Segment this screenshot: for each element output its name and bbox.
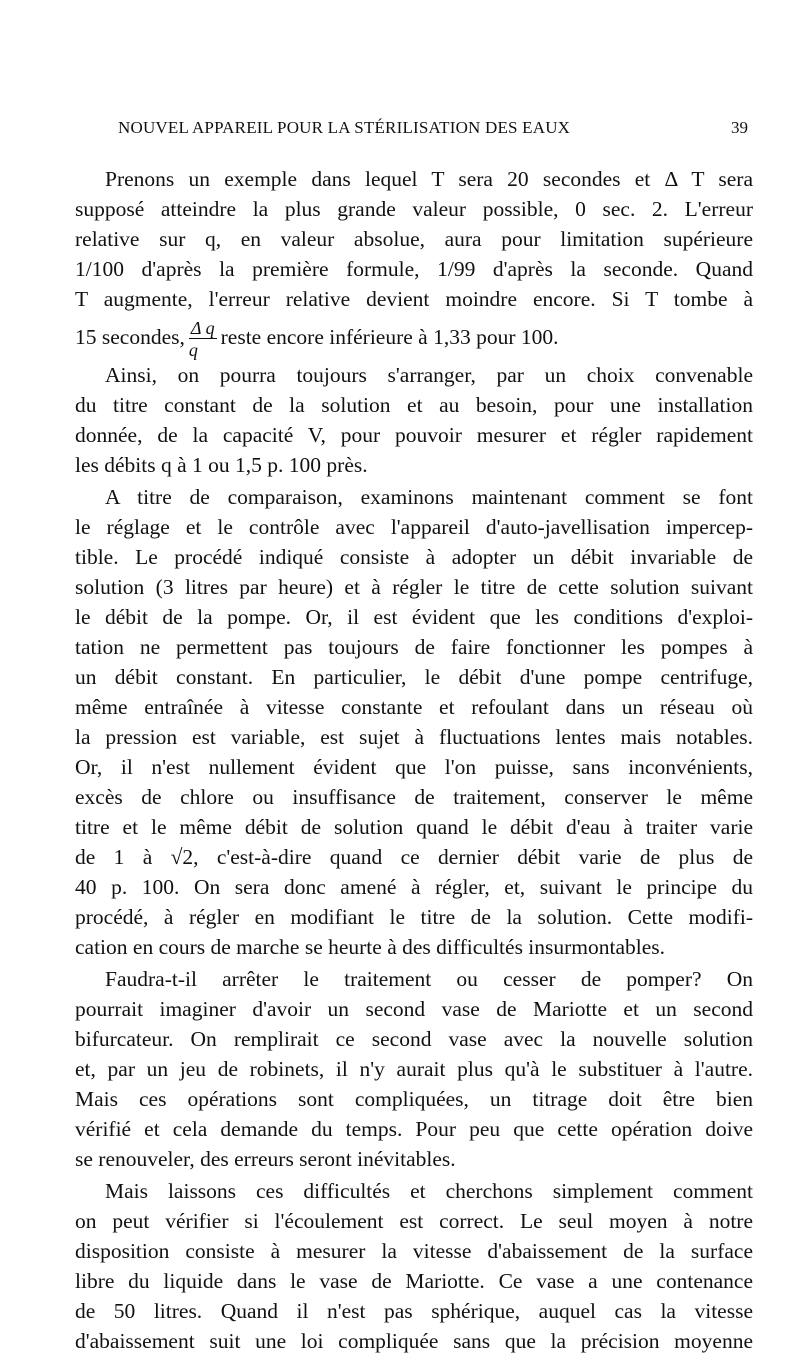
fraction-numerator: Δ q — [190, 318, 215, 339]
formula-line — [75, 315, 753, 359]
formula-prefix: 15 secondes, — [75, 325, 185, 349]
text-line: vérifié et cela demande du temps. Pour peu que cette opération doive — [75, 1117, 753, 1141]
text-line: A titre de comparaison, examinons maintenant comment se font — [105, 485, 753, 509]
text-line: Ainsi, on pourra toujours s'arranger, par un choix convenable — [105, 363, 753, 387]
text-line: cation en cours de marche se heurte à des difficultés insurmontables. — [75, 935, 666, 959]
text-line: pourrait imaginer d'avoir un second vase de Mariotte et un second — [75, 997, 753, 1021]
text-line: de 1 à √2, c'est-à-dire quand ce dernier débit varie de plus de — [75, 845, 753, 869]
text-line: de 50 litres. Quand il n'est pas sphérique, auquel cas la vitesse — [75, 1299, 753, 1323]
text-line: procédé, à régler en modifiant le titre de la solution. Cette modifi- — [75, 905, 753, 929]
text-line: Faudra-t-il arrêter le traitement ou cesser de pomper? On — [105, 967, 753, 991]
fraction — [189, 319, 217, 359]
text-line: et, par un jeu de robinets, il n'y aurait plus qu'à le substituer à l'autre. — [75, 1057, 753, 1081]
text-line: d'abaissement suit une loi compliquée sans que la précision moyenne — [75, 1329, 753, 1353]
text-line: Prenons un exemple dans lequel T sera 20 secondes et Δ T sera — [105, 167, 753, 191]
text-line: 40 p. 100. On sera donc amené à régler, et, suivant le principe du — [75, 875, 753, 899]
text-line: relative sur q, en valeur absolue, aura pour limitation supérieure — [75, 227, 753, 251]
text-line: un débit constant. En particulier, le débit d'une pompe centrifuge, — [75, 665, 753, 689]
text-line: 1/100 d'après la première formule, 1/99 d'après la seconde. Quand — [75, 257, 753, 281]
page-header — [118, 118, 748, 144]
text-line: T augmente, l'erreur relative devient moindre encore. Si T tombe à — [75, 287, 753, 311]
text-line: le débit de la pompe. Or, il est évident que les conditions d'exploi- — [75, 605, 753, 629]
text-line: excès de chlore ou insuffisance de traitement, conserver le même — [75, 785, 753, 809]
text-line: tible. Le procédé indiqué consiste à adopter un débit invariable de — [75, 545, 753, 569]
text-line: disposition consiste à mesurer la vitesse d'abaissement de la surface — [75, 1239, 753, 1263]
text-line: la pression est variable, est sujet à fluctuations lentes mais notables. — [75, 725, 753, 749]
text-line: Mais ces opérations sont compliquées, un titrage doit être bien — [75, 1087, 753, 1111]
fraction-denominator: q — [188, 340, 198, 361]
running-title: NOUVEL APPAREIL POUR LA STÉRILISATION DES EAUX — [118, 118, 571, 137]
text-line: même entraînée à vitesse constante et refoulant dans un réseau où — [75, 695, 753, 719]
text-line: Or, il n'est nullement évident que l'on puisse, sans inconvénients, — [75, 755, 753, 779]
text-line: bifurcateur. On remplirait ce second vase avec la nouvelle solution — [75, 1027, 753, 1051]
text-line: du titre constant de la solution et au besoin, pour une installation — [75, 393, 753, 417]
text-line: on peut vérifier si l'écoulement est correct. Le seul moyen à notre — [75, 1209, 753, 1233]
text-line: libre du liquide dans le vase de Mariotte. Ce vase a une contenance — [75, 1269, 753, 1293]
text-line: solution (3 litres par heure) et à régler le titre de cette solution suivant — [75, 575, 753, 599]
text-line: le réglage et le contrôle avec l'appareil d'auto-javellisation impercep- — [75, 515, 753, 539]
page-number: 39 — [731, 118, 748, 137]
formula-suffix: reste encore inférieure à 1,33 pour 100. — [220, 325, 559, 349]
text-line: les débits q à 1 ou 1,5 p. 100 près. — [75, 453, 368, 477]
text-line: se renouveler, des erreurs seront inévitables. — [75, 1147, 456, 1171]
text-line: supposé atteindre la plus grande valeur possible, 0 sec. 2. L'erreur — [75, 197, 753, 221]
text-line: Mais laissons ces difficultés et cherchons simplement comment — [105, 1179, 753, 1203]
text-line: tation ne permettent pas toujours de faire fonctionner les pompes à — [75, 635, 753, 659]
text-line: donnée, de la capacité V, pour pouvoir mesurer et régler rapidement — [75, 423, 753, 447]
text-line: titre et le même débit de solution quand le débit d'eau à traiter varie — [75, 815, 753, 839]
